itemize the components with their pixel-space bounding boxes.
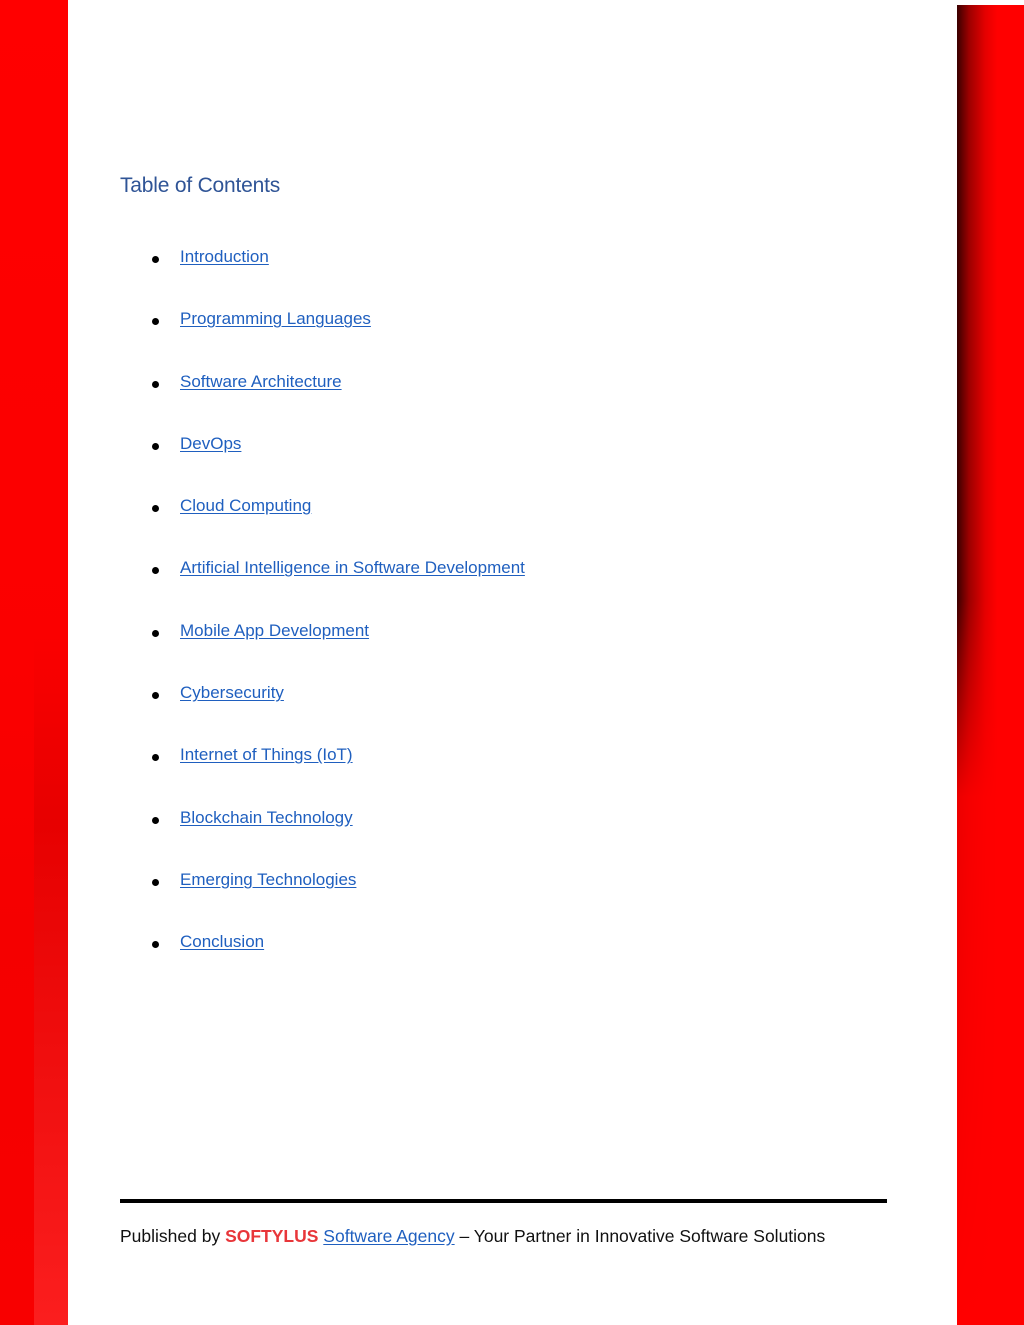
toc-link-software-architecture[interactable]: Software Architecture bbox=[180, 371, 342, 391]
toc-link-programming-languages[interactable]: Programming Languages bbox=[180, 309, 371, 329]
bullet-icon bbox=[152, 505, 159, 512]
toc-link-introduction[interactable]: Introduction bbox=[180, 247, 269, 266]
toc-link-blockchain-technology[interactable]: Blockchain Technology bbox=[180, 807, 353, 827]
footer-tagline: – Your Partner in Innovative Software Solutions bbox=[454, 1226, 826, 1246]
bullet-icon bbox=[152, 381, 159, 388]
toc-link-conclusion[interactable]: Conclusion bbox=[180, 932, 265, 952]
right-decorative-band bbox=[957, 5, 1024, 1325]
bullet-icon bbox=[152, 941, 159, 948]
bullet-icon bbox=[152, 879, 159, 886]
toc-link-devops[interactable]: DevOps bbox=[180, 433, 242, 453]
bullet-icon bbox=[152, 256, 159, 263]
bullet-icon bbox=[152, 318, 159, 325]
agency-link[interactable]: Software Agency bbox=[323, 1226, 455, 1246]
bullet-icon bbox=[152, 692, 159, 699]
toc-link-emerging-technologies[interactable]: Emerging Technologies bbox=[180, 869, 357, 889]
bullet-icon bbox=[152, 754, 159, 761]
toc-title: Table of Contents bbox=[120, 174, 281, 197]
toc-link-ai-in-software-development[interactable]: Artificial Intelligence in Software Development bbox=[180, 558, 525, 578]
toc-link-internet-of-things[interactable]: Internet of Things (IoT) bbox=[180, 745, 353, 765]
toc-link-mobile-app-development[interactable]: Mobile App Development bbox=[180, 620, 370, 640]
bullet-icon bbox=[152, 630, 159, 637]
bullet-icon bbox=[152, 443, 159, 450]
bullet-icon bbox=[152, 567, 159, 574]
toc-link-cloud-computing[interactable]: Cloud Computing bbox=[180, 496, 312, 516]
bullet-icon bbox=[152, 817, 159, 824]
left-decorative-band bbox=[0, 0, 68, 1325]
brand-name: SOFTYLUS bbox=[225, 1226, 319, 1246]
footer-prefix: Published by bbox=[120, 1226, 226, 1246]
footer-divider bbox=[120, 1199, 887, 1203]
toc-link-cybersecurity[interactable]: Cybersecurity bbox=[180, 683, 284, 703]
footer-publisher-line bbox=[120, 1226, 825, 1247]
